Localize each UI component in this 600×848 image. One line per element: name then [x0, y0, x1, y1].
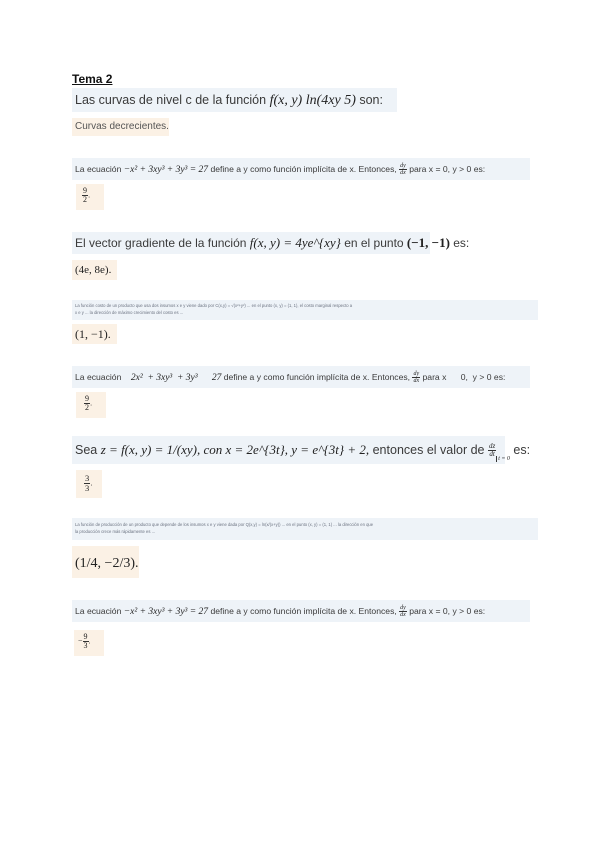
answer-5 [76, 392, 106, 418]
answer-8 [74, 630, 104, 656]
question-7-line-2: la producción crece más rápidamente es ... [75, 529, 156, 534]
question-1-suffix: son: [359, 93, 383, 107]
answer-7-text: (1/4, −2/3). [75, 556, 139, 571]
answer-7 [72, 546, 139, 578]
answer-1 [72, 118, 169, 136]
question-5-math: 2x² + 3xy³ + 3y³ 27 [123, 373, 222, 383]
question-2-text: La ecuación [75, 164, 122, 174]
question-6-text: Sea [75, 443, 98, 457]
question-2-suffix: para x = 0, y > 0 es: [409, 164, 486, 174]
question-6-math: z = f(x, y) = 1/(xy), con x = 2e^{3t}, y = e^{3t} + 2, [100, 442, 370, 457]
question-8 [72, 600, 530, 622]
answer-3 [72, 260, 117, 280]
question-8-derivative: $\frac{dy}{dx}$ [400, 605, 406, 619]
question-2 [72, 158, 530, 180]
question-5-mid: define a y como función implícita de x. Entonces, [223, 372, 411, 382]
question-7 [72, 518, 538, 540]
question-5-derivative: $\frac{dy}{dx}$ [413, 371, 420, 385]
answer-2-fraction: $\frac{9}{2}$ [83, 186, 87, 204]
answer-8-sign: − [78, 636, 83, 646]
answer-1-text: Curvas decrecientes. [75, 121, 169, 132]
question-5 [72, 366, 530, 388]
question-5-suffix: para x 0, y > 0 es: [422, 372, 506, 382]
question-2-mid: define a y como función implícita de x. Entonces, [210, 164, 397, 174]
question-8-text: La ecuación [75, 606, 122, 616]
question-8-math: −x² + 3xy³ + 3y³ = 27 [123, 607, 209, 617]
question-3-math: f(x, y) = 4ye^{xy} [249, 235, 341, 250]
question-1 [72, 88, 397, 112]
question-6-mid: entonces el valor de [372, 443, 485, 457]
answer-6 [76, 470, 102, 498]
answer-4-text: (1, −1). [75, 327, 111, 341]
question-6 [72, 436, 531, 464]
question-1-math: f(x, y) ln(4xy 5) [269, 93, 356, 108]
answer-5-period: . [90, 398, 93, 408]
answer-8-fraction: $\frac{9}{3}$ [83, 632, 88, 650]
answer-2 [76, 184, 104, 210]
answer-2-period: . [88, 190, 91, 200]
question-2-derivative: $\frac{dy}{dx}$ [400, 163, 406, 177]
answer-6-period: . [90, 477, 93, 488]
question-3 [72, 232, 470, 254]
question-1-text: Las curvas de nivel c de la función [75, 93, 267, 107]
question-3-text: El vector gradiente de la función [75, 236, 247, 250]
question-4-line-1: La función costo de un producto que usa dos insumos x e y viene dado por C(x,y) = √(x²+y²) ... en el punto (x, y) = (1, 1), el costo marginal respecto a [75, 303, 353, 308]
question-6-derivative: $\frac{dz}{dt}$ [488, 442, 496, 459]
question-3-suffix: es: [453, 236, 470, 250]
answer-5-fraction: $\frac{9}{2}$ [85, 394, 89, 412]
question-4 [72, 300, 538, 320]
question-4-line-2: x e y ... la dirección de máximo crecimiento del costo es ... [75, 310, 184, 315]
answer-6-fraction: $\frac{3}{3}$ [85, 473, 90, 493]
question-6-eval: t = 0 [498, 456, 510, 462]
question-3-mid: en el punto [344, 236, 404, 250]
question-3-point: (−1, −1) [406, 235, 450, 250]
question-8-suffix: para x = 0, y > 0 es: [409, 606, 486, 616]
answer-8-period: . [88, 636, 91, 646]
question-2-math: −x² + 3xy³ + 3y³ = 27 [123, 165, 209, 175]
page-title: Tema 2 [72, 72, 113, 86]
question-6-suffix: es: [513, 443, 531, 457]
answer-3-text: (4e, 8e). [75, 264, 112, 276]
question-8-mid: define a y como función implícita de x. Entonces, [210, 606, 397, 616]
question-7-line-1: La función de producción de un producto que depende de los insumos x e y viene dada por Q(x,y) = ln(x/(x+y)) ... en el punto (x, y) = (1, 1) ... la dirección en que [75, 522, 374, 527]
answer-4 [72, 324, 117, 344]
question-5-text: La ecuación [75, 372, 122, 382]
